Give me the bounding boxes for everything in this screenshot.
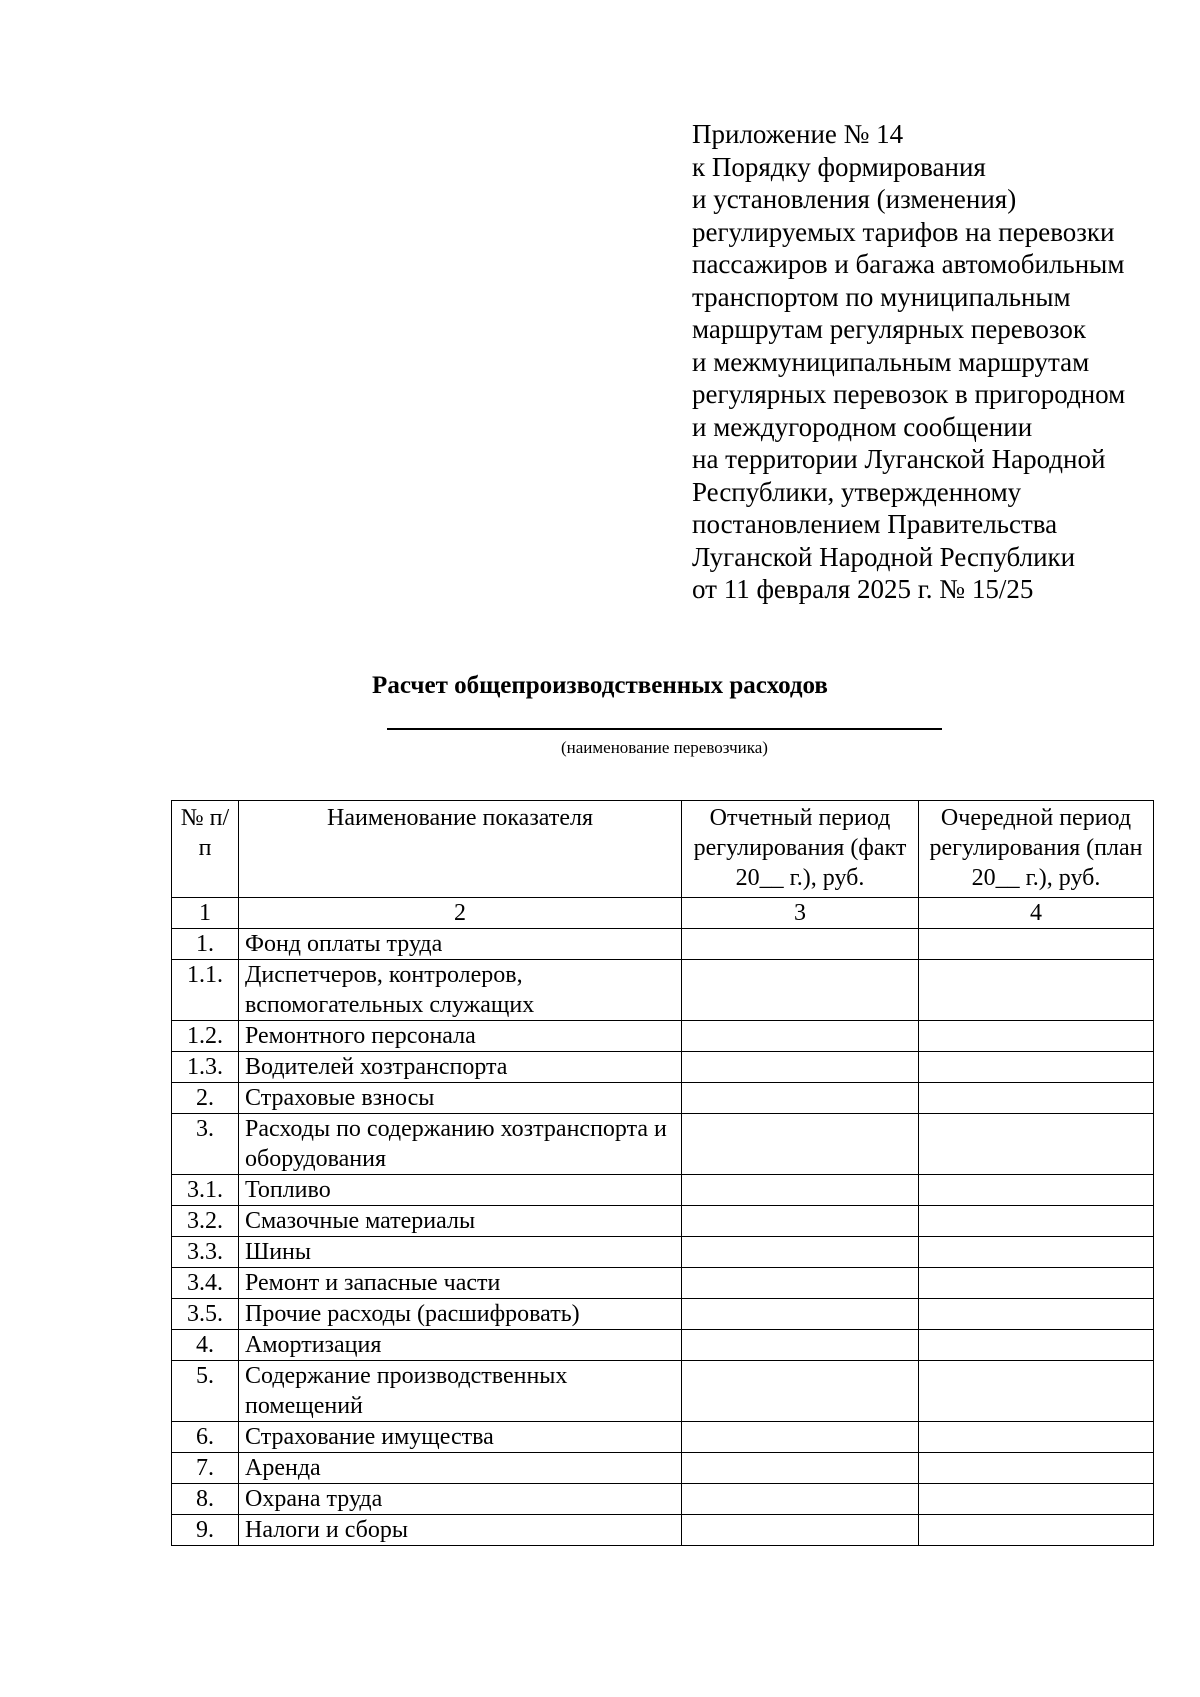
row-planned-value-cell	[919, 960, 1154, 1021]
row-planned-value-cell	[919, 1206, 1154, 1237]
column-index-row	[172, 898, 1154, 929]
row-number: 1.1.	[172, 960, 239, 1021]
row-number: 3.2.	[172, 1206, 239, 1237]
row-number: 1.2.	[172, 1021, 239, 1052]
table-row	[172, 1484, 1154, 1515]
row-reported-value-cell	[682, 1021, 919, 1052]
row-indicator-name: Ремонтного персонала	[239, 1021, 682, 1052]
header-reported-period: Отчетный период регулирования (факт 20__ г.), руб.	[682, 801, 919, 898]
row-indicator-name: Страхование имущества	[239, 1422, 682, 1453]
row-number: 3.4.	[172, 1268, 239, 1299]
column-index: 2	[239, 898, 682, 929]
row-number: 7.	[172, 1453, 239, 1484]
table-row	[172, 1453, 1154, 1484]
row-indicator-name: Прочие расходы (расшифровать)	[239, 1299, 682, 1330]
row-reported-value-cell	[682, 1083, 919, 1114]
appendix-line: Луганской Народной Республики	[692, 541, 1076, 572]
row-planned-value-cell	[919, 1052, 1154, 1083]
row-reported-value-cell	[682, 1052, 919, 1083]
appendix-line: транспортом по муниципальным	[692, 281, 1071, 312]
row-indicator-name: Амортизация	[239, 1330, 682, 1361]
row-planned-value-cell	[919, 1361, 1154, 1422]
table-row	[172, 1515, 1154, 1546]
row-number: 1.	[172, 929, 239, 960]
header-next-period: Очередной период регулирования (план 20__ г.), руб.	[919, 801, 1154, 898]
table-row	[172, 1237, 1154, 1268]
row-indicator-name: Ремонт и запасные части	[239, 1268, 682, 1299]
appendix-line: Приложение № 14	[692, 119, 904, 149]
expenses-table	[171, 800, 1154, 1546]
table-row	[172, 1021, 1154, 1052]
row-planned-value-cell	[919, 1268, 1154, 1299]
row-number: 4.	[172, 1330, 239, 1361]
row-reported-value-cell	[682, 1114, 919, 1175]
row-indicator-name: Налоги и сборы	[239, 1515, 682, 1546]
table-row	[172, 1361, 1154, 1422]
row-reported-value-cell	[682, 960, 919, 1021]
header-num: № п/п	[172, 801, 239, 898]
appendix-line: пассажиров и багажа автомобильным	[692, 249, 1125, 279]
appendix-line: маршрутам регулярных перевозок	[692, 314, 1086, 344]
carrier-name-caption: (наименование перевозчика)	[561, 738, 768, 757]
row-number: 3.5.	[172, 1299, 239, 1330]
row-number: 6.	[172, 1422, 239, 1453]
column-index: 3	[682, 898, 919, 929]
appendix-line: на территории Луганской Народной	[692, 444, 1106, 474]
row-indicator-name: Фонд оплаты труда	[239, 929, 682, 960]
row-number: 3.	[172, 1114, 239, 1175]
row-planned-value-cell	[919, 1237, 1154, 1268]
appendix-line: от 11 февраля 2025 г. № 15/25	[692, 574, 1034, 604]
row-reported-value-cell	[682, 1330, 919, 1361]
row-number: 3.3.	[172, 1237, 239, 1268]
row-indicator-name: Шины	[239, 1237, 682, 1268]
column-index: 4	[919, 898, 1154, 929]
appendix-block	[692, 118, 1172, 606]
carrier-name-line	[387, 728, 942, 730]
row-number: 1.3.	[172, 1052, 239, 1083]
row-number: 2.	[172, 1083, 239, 1114]
table-row	[172, 1268, 1154, 1299]
row-reported-value-cell	[682, 1206, 919, 1237]
row-indicator-name: Аренда	[239, 1453, 682, 1484]
row-reported-value-cell	[682, 1422, 919, 1453]
table-row	[172, 1330, 1154, 1361]
row-planned-value-cell	[919, 1083, 1154, 1114]
row-reported-value-cell	[682, 1361, 919, 1422]
appendix-line: регулярных перевозок в пригородном	[692, 379, 1126, 409]
row-indicator-name: Смазочные материалы	[239, 1206, 682, 1237]
appendix-line: и межмуниципальным маршрутам	[692, 346, 1090, 377]
row-planned-value-cell	[919, 1453, 1154, 1484]
table-header-row	[172, 801, 1154, 898]
row-indicator-name: Топливо	[239, 1175, 682, 1206]
table-row	[172, 1114, 1154, 1175]
column-index: 1	[172, 898, 239, 929]
table-row	[172, 1083, 1154, 1114]
row-number: 8.	[172, 1484, 239, 1515]
row-planned-value-cell	[919, 1299, 1154, 1330]
appendix-line: Республики, утвержденному	[692, 476, 1022, 507]
table-row	[172, 1422, 1154, 1453]
row-planned-value-cell	[919, 1175, 1154, 1206]
appendix-line: постановлением Правительства	[692, 509, 1058, 539]
row-planned-value-cell	[919, 1484, 1154, 1515]
row-planned-value-cell	[919, 929, 1154, 960]
row-indicator-name: Водителей хозтранспорта	[239, 1052, 682, 1083]
table-row	[172, 960, 1154, 1021]
row-number: 9.	[172, 1515, 239, 1546]
row-reported-value-cell	[682, 1515, 919, 1546]
row-planned-value-cell	[919, 1021, 1154, 1052]
row-reported-value-cell	[682, 1237, 919, 1268]
table-row	[172, 929, 1154, 960]
row-reported-value-cell	[682, 1299, 919, 1330]
row-planned-value-cell	[919, 1330, 1154, 1361]
appendix-line: и установления (изменения)	[692, 184, 1017, 214]
row-indicator-name: Охрана труда	[239, 1484, 682, 1515]
appendix-line: и междугородном сообщении	[692, 411, 1033, 442]
table-row	[172, 1299, 1154, 1330]
row-reported-value-cell	[682, 1268, 919, 1299]
row-number: 5.	[172, 1361, 239, 1422]
document-title: Расчет общепроизводственных расходов	[372, 672, 828, 699]
row-reported-value-cell	[682, 1453, 919, 1484]
row-number: 3.1.	[172, 1175, 239, 1206]
table-row	[172, 1175, 1154, 1206]
row-indicator-name: Диспетчеров, контролеров, вспомогательных служащих	[239, 960, 682, 1021]
table-row	[172, 1206, 1154, 1237]
row-planned-value-cell	[919, 1515, 1154, 1546]
row-reported-value-cell	[682, 1484, 919, 1515]
row-planned-value-cell	[919, 1114, 1154, 1175]
row-indicator-name: Страховые взносы	[239, 1083, 682, 1114]
row-indicator-name: Содержание производственных помещений	[239, 1361, 682, 1422]
appendix-line: регулируемых тарифов на перевозки	[692, 216, 1115, 247]
row-reported-value-cell	[682, 929, 919, 960]
appendix-line: к Порядку формирования	[692, 151, 986, 182]
row-planned-value-cell	[919, 1422, 1154, 1453]
table-row	[172, 1052, 1154, 1083]
row-reported-value-cell	[682, 1175, 919, 1206]
header-name: Наименование показателя	[239, 801, 682, 898]
row-indicator-name: Расходы по содержанию хозтранспорта и оборудования	[239, 1114, 682, 1175]
